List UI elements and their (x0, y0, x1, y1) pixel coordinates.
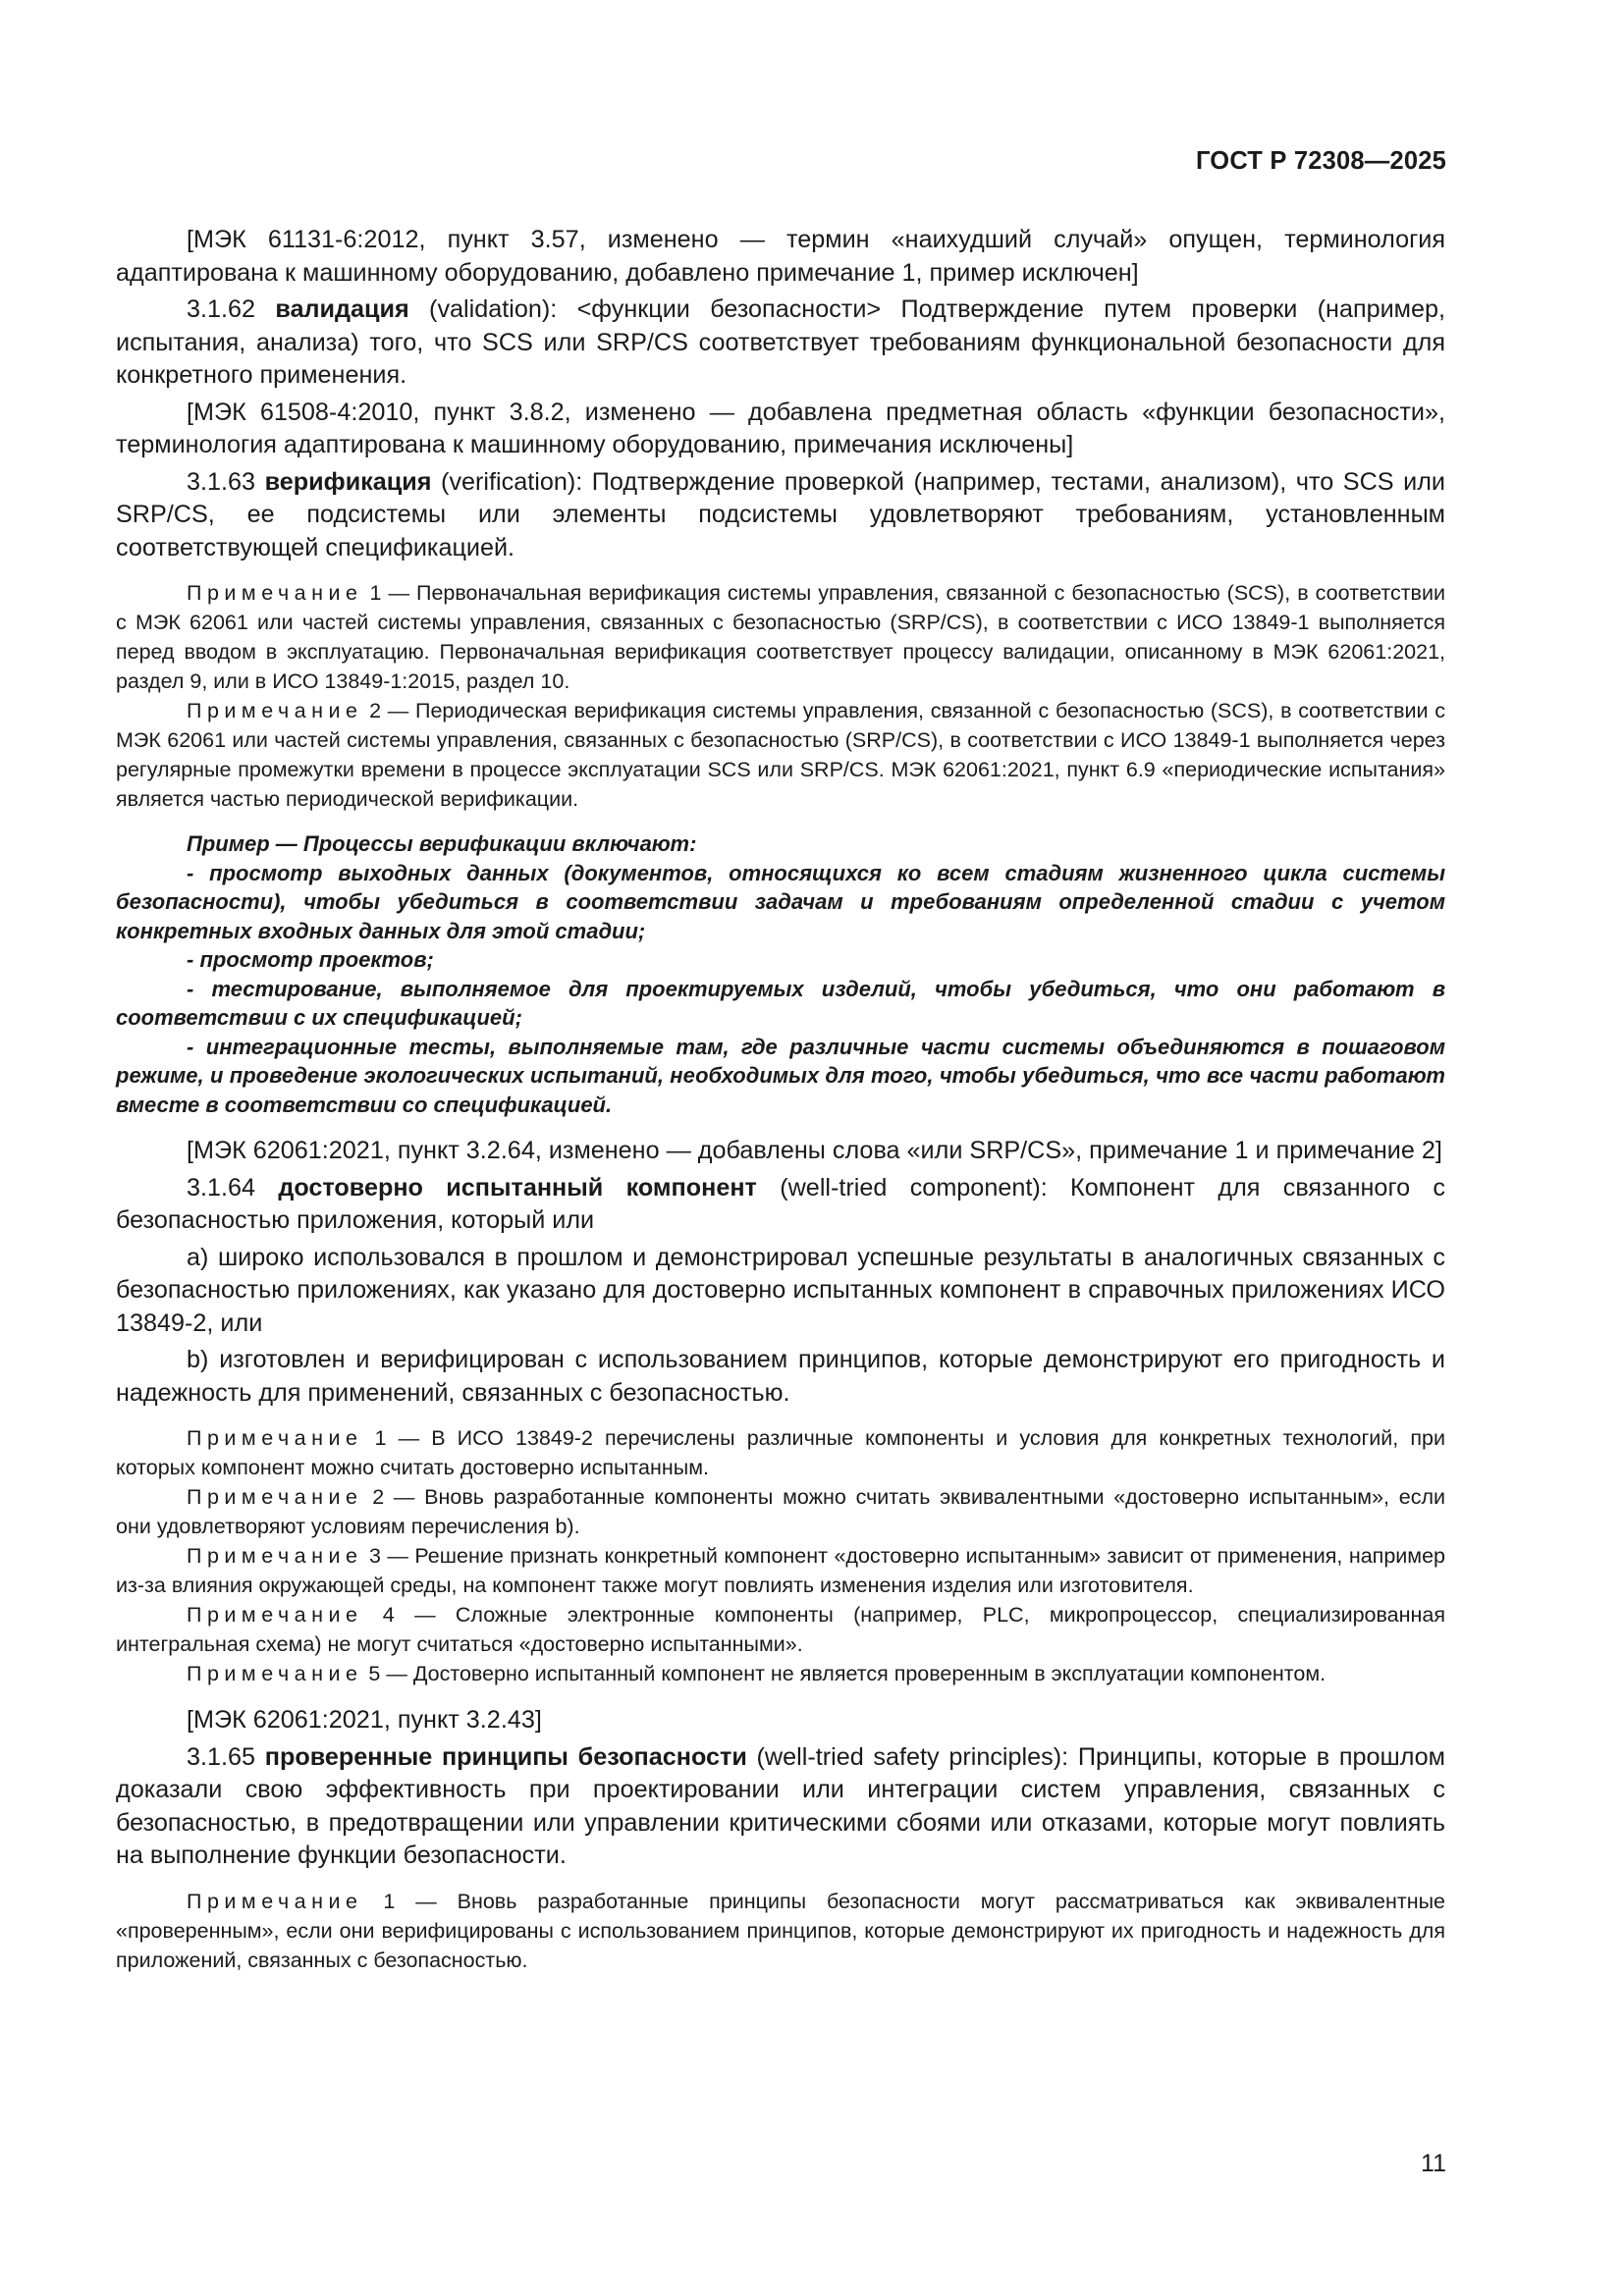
note-label: Примечание (187, 699, 363, 722)
note (116, 1423, 1445, 1482)
term-number: 3.1.62 (187, 295, 256, 323)
note-label: Примечание (187, 581, 363, 605)
note-label: Примечание (187, 1426, 363, 1450)
note-text: 3 — Решение признать конкретный компонент «достоверно испытанным» зависит от применения, например из-за влияния окружающей среды, на компонент также могут повлиять изменения изделия или изготовителя. (116, 1544, 1445, 1597)
example-line: - просмотр проектов; (187, 947, 434, 972)
note-text: 1 — Первоначальная верификация системы управления, связанной с безопасностью (SCS), в соответствии с МЭК 62061 или частей системы управления, связанных с безопасностью (SRP/CS), в соответствии с ИСО 13849-1 выполняется перед вводом в эксплуатацию. Первоначальная верификация соответствует процессу валидации, описанному в МЭК 62061:2021, раздел 9, или в ИСО 13849-1:2015, раздел 10. (116, 581, 1445, 693)
note (116, 1600, 1445, 1659)
term-text: (well-tried safety principles): Принципы, которые в прошлом доказали свою эффективность при проектировании или интеграции систем управления, связанных с безопасностью, в предотвращении или управлении критическими сбоями или отказами, которые могут повлиять на выполнение функции безопасности. (116, 1742, 1445, 1869)
paragraph: [МЭК 61508-4:2010, пункт 3.8.2, изменено — добавлена предметная область «функции безопасности», терминология адаптирована к машинному оборудованию, примечания исключены] (116, 398, 1445, 458)
example-line: Пример — Процессы верификации включают: (187, 831, 697, 856)
term-definition (116, 466, 1445, 565)
document-body (116, 224, 1445, 1975)
term-number: 3.1.64 (187, 1173, 256, 1201)
spacer (116, 1877, 1445, 1887)
paragraph: b) изготовлен и верифицирован с использованием принципов, которые демонстрируют его пригодность и надежность для применений, связанных с безопасностью. (116, 1346, 1445, 1407)
paragraph: [МЭК 62061:2021, пункт 3.2.64, изменено — добавлены слова «или SRP/CS», примечание 1 и примечание 2] (187, 1137, 1442, 1164)
note-text: 2 — Периодическая верификация системы управления, связанной с безопасностью (SCS), в соответствии с МЭК 62061 или частей системы управления, связанных с безопасностью (SRP/CS), в соответствии с ИСО 13849-1 выполняется через регулярные промежутки времени в процессе эксплуатации SCS или SRP/CS. МЭК 62061:2021, пункт 6.9 «периодические испытания» является частью периодической верификации. (116, 699, 1445, 811)
note-label: Примечание (187, 1485, 363, 1509)
term-number: 3.1.63 (187, 467, 256, 496)
term-definition (116, 1741, 1445, 1873)
term-text: (validation): <функции безопасности> Подтверждение путем проверки (например, испытания, анализа) того, что SCS или SRP/CS соответствует требованиям функциональной безопасности для конкретного применения. (116, 295, 1445, 389)
term-name: верификация (264, 467, 432, 496)
spacer (116, 1119, 1445, 1135)
page-number: 11 (1421, 2150, 1446, 2177)
spacer (116, 814, 1445, 829)
paragraph: [МЭК 61131-6:2012, пункт 3.57, изменено — термин «наихудший случай» опущен, терминология адаптирована к машинному оборудованию, добавлено примечание 1, пример исключен] (116, 226, 1445, 287)
note-label: Примечание (187, 1544, 363, 1568)
note-label: Примечание (187, 1662, 363, 1685)
note-text: 2 — Вновь разработанные компоненты можно считать эквивалентными «достоверно испытанным», если они удовлетворяют условиям перечисления b). (116, 1485, 1445, 1538)
paragraph: [МЭК 62061:2021, пункт 3.2.43] (187, 1706, 542, 1734)
term-text: (verification): Подтверждение проверкой (например, тестами, анализом), что SCS или SRP/CS, ее подсистемы или элементы подсистемы удовлетворяют требованиям, установленным соответствующей спецификацией. (116, 467, 1445, 561)
note-label: Примечание (187, 1889, 363, 1913)
term-definition (116, 294, 1445, 393)
note (116, 1659, 1445, 1688)
note-text: 5 — Достоверно испытанный компонент не является проверенным в эксплуатации компонентом. (362, 1662, 1326, 1685)
note-label: Примечание (187, 1603, 363, 1627)
paragraph: a) широко использовался в прошлом и демонстрировал успешные результаты в аналогичных связанных с безопасностью приложениях, как указано для достоверно испытанных компонент в справочных приложениях ИСО 13849-2, или (116, 1243, 1445, 1337)
note (116, 1541, 1445, 1600)
term-name: проверенные принципы безопасности (264, 1742, 747, 1771)
example-line: - тестирование, выполняемое для проектируемых изделий, чтобы убедиться, что они работают в соответствии с их спецификацией; (116, 976, 1445, 1030)
term-name: валидация (275, 295, 409, 323)
document-code: ГОСТ Р 72308—2025 (1195, 147, 1446, 175)
term-definition (116, 1172, 1445, 1238)
spacer (116, 1688, 1445, 1704)
note (116, 1482, 1445, 1541)
spacer (116, 568, 1445, 578)
note-text: 1 — В ИСО 13849-2 перечислены различные компоненты и условия для конкретных технологий, при которых компонент можно считать достоверно испытанным. (116, 1426, 1445, 1479)
note (116, 1887, 1445, 1975)
note (116, 578, 1445, 696)
example-line: - просмотр выходных данных (документов, относящихся ко всем стадиям жизненного цикла системы безопасности), чтобы убедиться в соответствии задачам и требованиям определенной стадии с учетом конкретных входных данных для этой стадии; (116, 860, 1445, 943)
note-text: 4 — Сложные электронные компоненты (например, PLC, микропроцессор, специализированная интегральная схема) не могут считаться «достоверно испытанными». (116, 1603, 1445, 1656)
term-number: 3.1.65 (187, 1742, 256, 1771)
term-name: достоверно испытанный компонент (278, 1173, 757, 1201)
example-line: - интеграционные тесты, выполняемые там, где различные части системы объединяются в пошаговом режиме, и проведение экологических испытаний, необходимых для того, чтобы убедиться, что все части работают вместе в соответствии со спецификацией. (116, 1034, 1445, 1117)
term-text: (well-tried component): Компонент для связанного с безопасностью приложения, который или (116, 1173, 1446, 1234)
spacer (116, 1414, 1445, 1423)
note-text: 1 — Вновь разработанные принципы безопасности могут рассматриваться как эквивалентные «проверенным», если они верифицированы с использованием принципов, которые демонстрируют их пригодность и надежность для приложений, связанных с безопасностью. (116, 1889, 1445, 1972)
note (116, 696, 1445, 814)
